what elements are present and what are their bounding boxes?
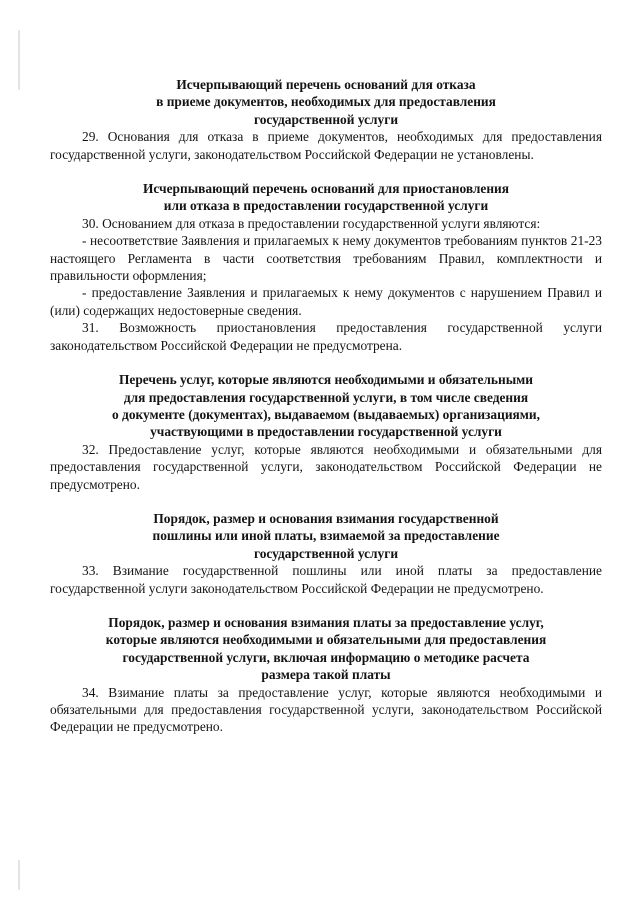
heading-line: Порядок, размер и основания взимания платы за предоставление услуг,	[108, 614, 544, 630]
heading-line: размера такой платы	[261, 667, 391, 683]
paragraph-32: 32. Предоставление услуг, которые являются необходимыми и обязательными для предоставления государственной услуги, законодательством Российской Федерации не предусмотрено.	[50, 441, 602, 492]
heading-line: государственной услуги	[253, 111, 399, 127]
heading-line: Перечень услуг, которые являются необходимыми и обязательными	[119, 372, 533, 388]
list-item: - предоставление Заявления и прилагаемых к нему документов с нарушением Правил и (или) содержащих недостоверные сведения.	[50, 285, 602, 318]
heading-line: в приеме документов, необходимых для предоставления	[156, 94, 496, 110]
heading-line: государственной услуги, включая информацию о методике расчета	[122, 649, 530, 665]
scan-edge-mark	[18, 30, 20, 90]
paragraph-29: 29. Основания для отказа в приеме документов, необходимых для предоставления государственной услуги, законодательством Российской Федерации не установлены.	[50, 129, 602, 162]
heading-line: Порядок, размер и основания взимания государственной	[153, 510, 499, 526]
heading-line: которые являются необходимыми и обязательными для предоставления	[105, 632, 547, 648]
section-heading	[50, 371, 602, 441]
paragraph-34: 34. Взимание платы за предоставление услуг, которые являются необходимыми и обязательными для предоставления государственной услуги, законодательством Российской Федерации не предусмотрено.	[50, 684, 602, 735]
heading-line: пошлины или иной платы, взимаемой за предоставление	[152, 528, 500, 544]
heading-line: для предоставления государственной услуги, в том числе сведения	[123, 389, 529, 405]
paragraph-30: 30. Основанием для отказа в предоставлении государственной услуги являются:	[82, 215, 541, 231]
section-heading	[50, 76, 602, 128]
heading-line: государственной услуги	[253, 545, 399, 561]
heading-line: Исчерпывающий перечень оснований для приостановления	[142, 181, 510, 197]
document-body	[50, 76, 602, 736]
section-heading	[50, 180, 602, 215]
heading-line: или отказа в предоставлении государственной услуги	[163, 198, 489, 214]
section-heading	[50, 510, 602, 562]
list-item: - несоответствие Заявления и прилагаемых к нему документов требованиям пунктов 21-23 настоящего Регламента в части соответствия требованиям Правил, комплектности и правильности оформления;	[50, 233, 602, 284]
paragraph-33: 33. Взимание государственной пошлины или иной платы за предоставление государственной услуги законодательством Российской Федерации не предусмотрено.	[50, 563, 602, 596]
scan-edge-mark	[18, 860, 20, 890]
paragraph-31: 31. Возможность приостановления предоставления государственной услуги законодательством Российской Федерации не предусмотрена.	[50, 320, 602, 353]
heading-line: участвующими в предоставлении государственной услуги	[150, 424, 502, 440]
heading-line: Исчерпывающий перечень оснований для отказа	[176, 77, 476, 92]
section-heading	[50, 614, 602, 684]
heading-line: о документе (документах), выдаваемом (выдаваемых) организациями,	[112, 406, 540, 422]
